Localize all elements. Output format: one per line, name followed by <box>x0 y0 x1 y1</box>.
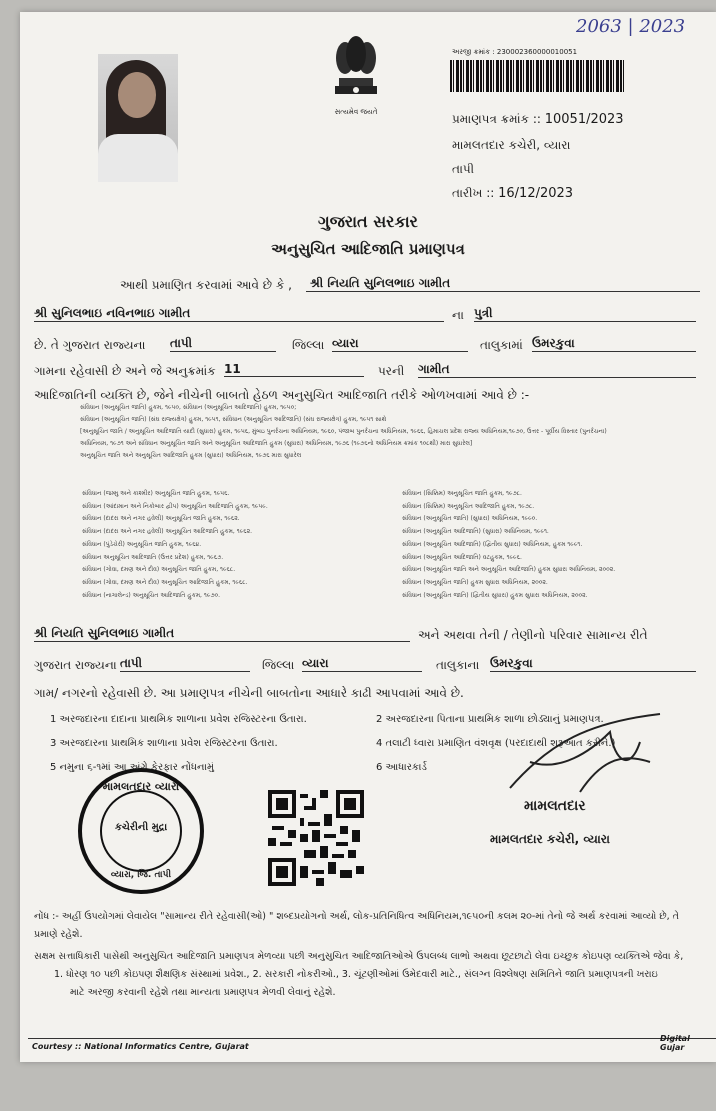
document-item: 1 અરજદારના દાદાના પ્રાથમિક શાળાના પ્રવેશ રજિસ્ટરના ઉતારા. <box>50 714 307 725</box>
order-item: સંવિધાન (અનુસૂચિત આદિજાતિ) વટહુકમ, ૧૯૯૬. <box>402 553 522 561</box>
application-number: અરજી ક્રમાંક : 230002360000010051 <box>452 48 578 56</box>
orders-block <box>80 402 710 462</box>
order-item: સંવિધાન (ગોવા, દમણ અને દીવ) અનુસૂચિત આદિજાતિ હુકમ, ૧૯૬૮. <box>82 578 248 586</box>
taluka-district: વ્યારા <box>332 336 468 352</box>
document-item: 5 નમુના ૬-૧માં આ અંગે ફેરફાર નોંધનામું <box>50 762 215 773</box>
district: તાપી <box>170 336 276 352</box>
district-label-2: જિલ્લા <box>262 658 295 672</box>
tribe-statement: આદિજાતિની વ્યક્તિ છે, જેને નીચેની બાબતો હેઠળ અનુસુચિત આદિજાતિ તરીકે ઓળખવામાં આવે છે :- <box>34 388 530 402</box>
taluka-label-2: તાલુકાના <box>436 658 480 672</box>
state-emblem-icon <box>325 32 387 104</box>
resident-text: ગામના રહેવાસી છે અને જે અનુક્રમાંક <box>34 364 216 378</box>
certificate-number: પ્રમાણપત્ર ક્રમાંક :: 10051/2023 <box>452 112 624 127</box>
father-name: શ્રી સુનિલભાઇ નવિનભાઇ ગામીત <box>34 306 444 322</box>
order-item: સંવિધાન (અનુસૂચિત જાતિ અને અનુસૂચિત આદિજાતિ) હુકમ સુધારા અધિનિયમ, ૨૦૦૨. <box>402 566 616 574</box>
digital-gujarat-text: Digital Gujar <box>660 1034 690 1052</box>
district-label: જિલ્લા <box>292 338 325 352</box>
order-line: અનુસૂચિત જાતિ અને અનુસૂચિત આદિજાતિ હુકમ (સુધારા) અધિનિયમ, ૧૯૭૬ મારા સુધારેલ <box>80 452 302 459</box>
document-item: 3 અરજદારના પ્રાથમિક શાળાના પ્રવેશ રજિસ્ટરના ઉતારા. <box>50 738 278 749</box>
note-line: માટે અરજી કરવાની રહેશે તથા માન્યતા પ્રમાણપત્ર મેળવી લેવાનું રહેશે. <box>70 987 336 998</box>
footer-divider <box>28 1038 716 1039</box>
order-item: સંવિધાન (દાદરા અને નગર હવેલી) અનુસૂચિત જાતિ હુકમ, ૧૯૬૨. <box>82 515 240 523</box>
caste-prefix: પરની <box>378 364 405 378</box>
order-item: સંવિધાન (આંદામાન અને નિકોબાર દ્વીપ) અનુસૂચિત આદિજાતિ હુકમ, ૧૯૫૯. <box>82 502 268 510</box>
signatory-title: મામલતદાર <box>524 798 586 814</box>
order-line: સંવિધાન (અનુસૂચિત જાતિ) (સંઘ રાજ્યક્ષેત્ર) હુકમ, ૧૯૫૧, સંવિધાન (અનુસૂચિત આદિજાતિ) (સંઘ રાજ્યક્ષેત્ર) હુકમ, ૧૯૫૧ સાથે <box>80 416 387 423</box>
document-item: 2 અરજદારના પિતાના પ્રાથમિક શાળા છોડ્યાનું પ્રમાણપત્ર. <box>376 714 604 725</box>
applicant-photo <box>98 54 178 182</box>
order-line: [અનુસૂચિત જાતિ / અનુસૂચિત આદિજાતિ યાદી (સુધારા) હુકમ, ૧૯૫૬, મુંબઇ પુનર્રચના અધિનિયમ, ૧૯૬૦, પંજાબ પુનર્રચના અધિનિયમ, ૧૯૬૬, હિમાચલ પ્રદેશ રાજ્ય અધિનિયમ,૧૯૭૦, ઉત્તર - પૂર્વીય વિસ્તાર (પુનર્રચના) <box>80 428 607 435</box>
note-line: 1. ધોરણ ૧૦ પછી કોઇપણ શૈક્ષણિક સંસ્થામાં પ્રવેશ., 2. સરકારી નોકરીઓ., 3. ચૂંટણીઓમાં ઉમેદવારી માટે., સંલગ્ન વિશ્લેષણ સમિતિને જાતિ પ્રમાણપત્રની ખરાઇ <box>54 969 658 980</box>
order-item: સંવિધાન (અનુસૂચિત આદિજાતિ) (દ્વિતીય સુધારા) અધિનિયમ, હુકમ ૧૯૯૧. <box>402 540 583 548</box>
signatory-office: મામલતદાર કચેરી, વ્યારા <box>490 832 610 846</box>
issuing-office: મામલતદાર કચેરી, વ્યારા <box>452 138 571 152</box>
emblem-caption: સત્યમેવ જયતે <box>334 108 378 116</box>
taluka-district-2: વ્યારા <box>302 656 422 672</box>
village: ઉમરકુવા <box>532 336 696 352</box>
order-item: સંવિધાન (અનુસૂચિત આદિજાતિ) (સુધારા) અધિનિયમ, ૧૯૯૧. <box>402 528 549 536</box>
order-item: સંવિધાન (અનુસૂચિત જાતિ) (દ્વિતીય સુધારા) હુકમ સુધારા અધિનિયમ, ૨૦૦૨. <box>402 591 588 599</box>
orders-right-column <box>402 488 712 602</box>
order-item: સંવિધાન (ગોવા, દમણ અને દીવ) અનુસૂચિત જાતિ હુકમ, ૧૯૬૮. <box>82 566 236 574</box>
certificate-title: અનુસુચિત આદિજાતિ પ્રમાણપત્ર <box>271 240 465 258</box>
order-line: અધિનિયમ, ૧૯૭૧ અને સંવિધાન અનુસૂચિત જાતિ અને અનુસૂચિત આદિજાતિ હુકમ (સુધારા) અધિનિયમ, ૧૯૭૬ (૧૯૭૬નો અધિનિયમ ક્રમાંક ૧૦૮થી) મારા સુધારેલ] <box>80 440 473 447</box>
qr-code-icon <box>268 790 364 886</box>
issue-date: તારીખ :: 16/12/2023 <box>452 186 574 201</box>
order-line: સંવિધાન (અનુસૂચિત જાતિ) હુકમ, ૧૯૫૦, સંવિધાન (અનુસૂચિત આદિજાતિ) હુકમ, ૧૯૫૦; <box>80 404 297 411</box>
issuing-district: તાપી <box>452 162 475 176</box>
order-item: સંવિધાન (નાગાલેન્ડ) અનુસૂચિત આદિજાતિ હુકમ, ૧૯૭૦. <box>82 591 221 599</box>
document-item: 6 આધારકાર્ડ <box>376 762 427 773</box>
caste: ગામીત <box>418 362 696 378</box>
state-prefix: છે. તે ગુજરાત રાજ્યના <box>34 338 146 352</box>
certify-text: આથી પ્રમાણિત કરવામાં આવે છે કે , <box>120 278 292 292</box>
certificate-page <box>20 12 716 1062</box>
order-item: સંવિધાન અનુસૂચિત આદિજાતિ (ઉત્તર પ્રદેશ) હુકમ, ૧૯૬૭. <box>82 553 224 561</box>
order-item: સંવિધાન (પુંડેચેરી) અનુસૂચિત જાતિ હુકમ, ૧૯૬૪. <box>82 540 202 548</box>
village-2: ઉમરકુવા <box>490 656 696 672</box>
order-item: સંવિધાન (સિક્કિમ) અનુસૂચિત જાતિ હુકમ, ૧૯૭૮. <box>402 490 522 497</box>
order-item: સંવિધાન (જમ્મુ અને કાશ્મીર) અનુસૂચિત જાતિ હુકમ, ૧૯૫૬. <box>82 490 230 497</box>
handwritten-reference: 2063 | 2023 <box>576 16 686 37</box>
district-2: તાપી <box>120 656 250 672</box>
note-section <box>34 908 710 1002</box>
taluka-label: તાલુકામાં <box>480 338 523 352</box>
office-seal: મામલતદાર વ્યારા કચેરીની મુદ્રા વ્યારા, જિ. તાપી <box>78 768 204 894</box>
state-prefix-2: ગુજરાત રાજ્યના <box>34 658 117 672</box>
note-line: નોંધ :- અહીં ઉપયોગમાં લેવાયેલ "સામાન્ય રીતે રહેવાસી(ઓ) " શબ્દપ્રયોગનો અર્થ, લોક-પ્રતિનિધિત્વ અધિનિયમ,૧૯૫૦ની કલમ ૨૦-માં તેનો જે અર્થ કરવામાં આવ્યો છે, તે <box>34 911 679 922</box>
orders-left-column <box>82 488 392 602</box>
order-item: સંવિધાન (અનુસૂચિત જાતિ) (સુધારા) અધિનિયમ, ૧૯૯૦. <box>402 515 538 523</box>
person-name-repeat: શ્રી નિયતિ સુનિલભાઇ ગામીત <box>34 626 410 642</box>
serial-number: 11 <box>224 362 364 377</box>
government-title: ગુજરાત સરકાર <box>318 212 418 231</box>
order-item: સંવિધાન (અનુસૂચિત જાતિ) હુકમ સુધારા અધિનિયમ, ૨૦૦૨. <box>402 578 548 586</box>
note-line: સક્ષમ સત્તાધિકારી પાસેથી અનુસુચિત આદિજાતિ પ્રમાણપત્ર મેળવ્યા પછી અનુસુચિત આદિજાતિઓએ ઉપલબ્ધ લાભો અથવા છૂટછાટો લેવા ઇચ્છુક કોઇપણ વ્યક્તિએ જેવા કે, <box>34 951 684 962</box>
barcode <box>450 60 626 92</box>
relation-prefix: ના <box>452 308 464 322</box>
person-name: શ્રી નિયતિ સુનિલભાઇ ગામીત <box>306 276 700 292</box>
document-item: 4 તલાટી ધ્વારા પ્રમાણિત વંશવૃક્ષ (પરદાદાથી શરૂઆત કરીને.) <box>376 738 616 749</box>
signature-icon <box>490 702 690 802</box>
family-text: અને અથવા તેની / તેણીનો પરિવાર સામાન્ય રીતે <box>418 628 648 642</box>
relation: પુત્રી <box>474 306 696 322</box>
order-item: સંવિધાન (દાદરા અને નગર હવેલી) અનુસૂચિત આદિજાતિ હુકમ, ૧૯૬૨. <box>82 528 253 536</box>
basis-statement: ગામ/ નગરનો રહેવાસી છે. આ પ્રમાણપત્ર નીચેની બાબતોના આધારે કાઢી આપવામાં આવે છે. <box>34 686 464 700</box>
note-line: પ્રમાણે રહેશે. <box>34 929 83 940</box>
order-item: સંવિધાન (સિક્કિમ) અનુસૂચિત આદિજાતિ હુકમ, ૧૯૭૮. <box>402 502 535 510</box>
courtesy-text: Courtesy :: National Informatics Centre, Gujarat <box>32 1042 249 1051</box>
